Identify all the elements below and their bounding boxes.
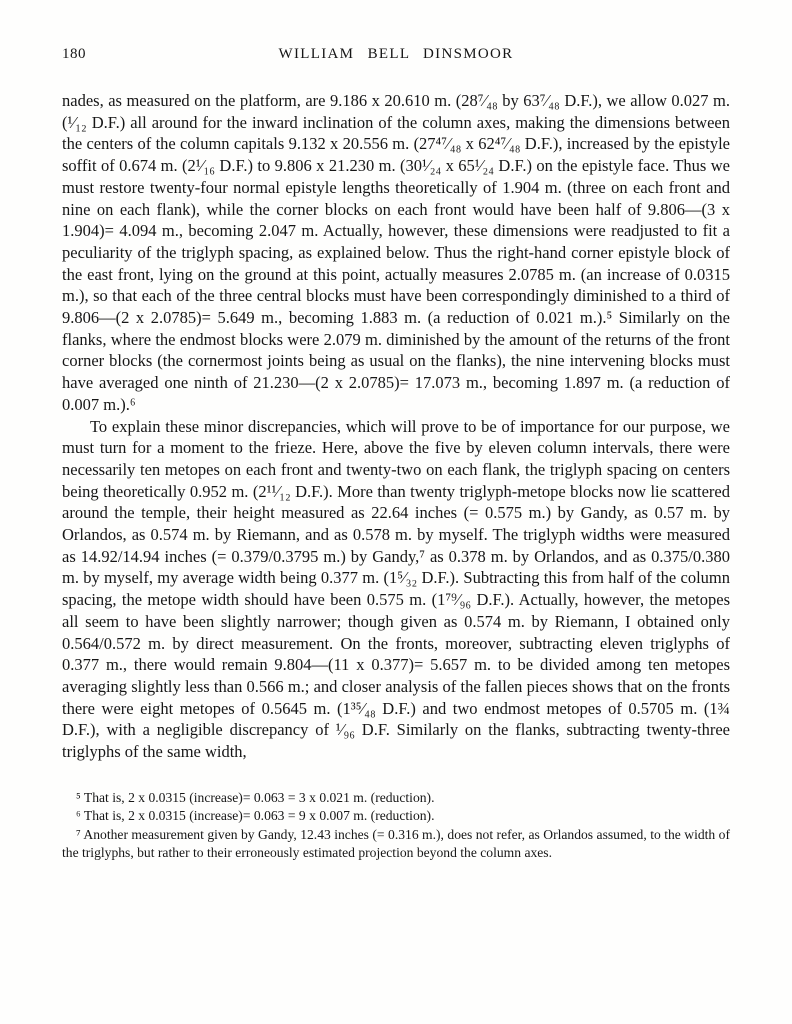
page-header bbox=[62, 46, 730, 68]
footnote-7: ⁷ Another measurement given by Gandy, 12.43 inches (= 0.316 m.), does not refer, as Orlandos assumed, to the width of the triglyphs, but rather to their erroneously estimated projection beyond the column axes. bbox=[62, 826, 730, 861]
body-paragraph-1: nades, as measured on the platform, are 9.186 x 20.610 m. (28⁷⁄₄₈ by 63⁷⁄₄₈ D.F.), we allow 0.027 m. (¹⁄₁₂ D.F.) all around for the inward inclination of the column axes, making the dimensions between the centers of the column capitals 9.132 x 20.556 m. (27⁴⁷⁄₄₈ x 62⁴⁷⁄₄₈ D.F.), increased by the epistyle soffit of 0.674 m. (2¹⁄₁₆ D.F.) to 9.806 x 21.230 m. (30¹⁄₂₄ x 65¹⁄₂₄ D.F.) on the epistyle face. Thus we must restore twenty-four normal epistyle lengths theoretically of 1.904 m. (three on each front and nine on each flank), while the corner blocks on each front would have been half of 9.806—(3 x 1.904)= 4.094 m., becoming 2.047 m. Actually, however, these dimensions were readjusted to fit a peculiarity of the triglyph spacing, as explained below. Thus the right-hand corner epistyle block of the east front, lying on the ground at this point, actually measures 2.0785 m. (an increase of 0.0315 m.), so that each of the three central blocks must have been correspondingly diminished to a third of 9.806—(2 x 2.0785)= 5.649 m., becoming 1.883 m. (a reduction of 0.021 m.).⁵ Similarly on the flanks, where the endmost blocks were 2.079 m. diminished by the amount of the returns of the front corner blocks (the cornermost joints being as usual on the flanks), the nine intervening blocks must have averaged one ninth of 21.230—(2 x 2.0785)= 17.073 m., becoming 1.897 m. (a reduction of 0.007 m.).⁶ bbox=[62, 91, 730, 414]
body-text bbox=[62, 90, 730, 763]
footnotes bbox=[62, 789, 730, 863]
running-head: WILLIAM BELL DINSMOOR bbox=[278, 46, 514, 62]
footnote-5: ⁵ That is, 2 x 0.0315 (increase)= 0.063 = 3 x 0.021 m. (reduction). bbox=[76, 789, 435, 805]
body-paragraph-2: To explain these minor discrepancies, which will prove to be of importance for our purpose, we must turn for a moment to the frieze. Here, above the five by eleven column intervals, there were necessarily ten metopes on each front and twenty-two on each flank, the triglyph spacing on centers being theoretically 0.952 m. (2¹¹⁄₁₂ D.F.). More than twenty triglyph-metope blocks now lie scattered around the temple, their height measured as 22.64 inches (= 0.575 m.) by Gandy, as 0.57 m. by Orlandos, as 0.574 m. by Riemann, and as 0.578 m. by myself. The triglyph widths were measured as 14.92/14.94 inches (= 0.379/0.3795 m.) by Gandy,⁷ as 0.378 m. by Orlandos, and as 0.375/0.380 m. by myself, my average width being 0.377 m. (1⁵⁄₃₂ D.F.). Subtracting this from half of the column spacing, the metope width should have been 0.575 m. (1⁷⁹⁄₉₆ D.F.). Actually, however, the metopes all seem to have been slightly narrower; though given as 0.574 m. by Riemann, I obtained only 0.564/0.572 m. by direct measurement. On the fronts, moreover, subtracting eleven triglyphs of 0.377 m., there would remain 9.804—(11 x 0.377)= 5.657 m. to be divided among ten metopes averaging slightly less than 0.566 m.; and closer analysis of the fallen pieces shows that on the fronts there were eight metopes of 0.5645 m. (1³⁵⁄₄₈ D.F.) and two endmost metopes of 0.5705 m. (1¾ D.F.), with a negligible discrepancy of ¹⁄₉₆ D.F. Similarly on the flanks, subtracting twenty-three triglyphs of the same width, bbox=[62, 416, 730, 762]
footnote-6: ⁶ That is, 2 x 0.0315 (increase)= 0.063 = 9 x 0.007 m. (reduction). bbox=[76, 808, 435, 824]
page-number: 180 bbox=[62, 46, 86, 62]
